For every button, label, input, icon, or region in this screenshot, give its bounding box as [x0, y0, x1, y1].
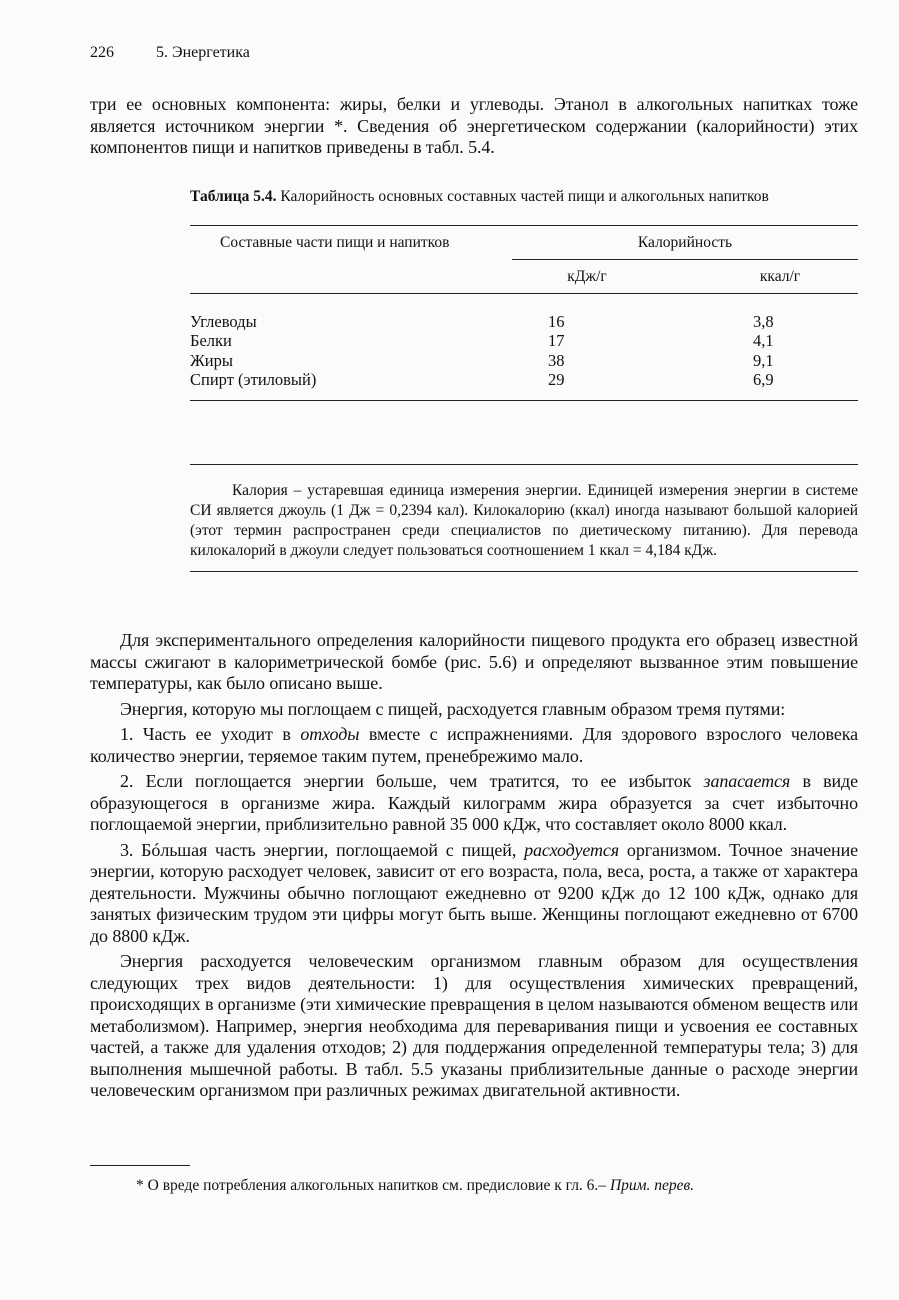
page-number: 226: [90, 44, 114, 61]
row-kcal: 6,9: [753, 370, 774, 390]
note-bottom-rule: [190, 571, 858, 572]
note-top-rule: [190, 464, 858, 465]
book-page: [90, 44, 859, 1194]
emphasis-waste: отходы: [300, 724, 360, 744]
table-caption: [190, 188, 858, 205]
emphasis-spent: расходуется: [524, 839, 620, 860]
table-row: [190, 332, 858, 352]
row-kcal: 9,1: [753, 350, 774, 370]
paragraph-calorimetry: Для экспериментального определения калорийности пищевого продукта его образец известной массы сжигают в калориметрической бомбе (рис. 5.6) и определяют вызванное этим повышение температуры, как было описано выше.: [90, 630, 858, 693]
emphasis-stored: запасается: [703, 771, 791, 791]
footnote-translator-note: Прим. перев.: [609, 1177, 695, 1194]
note-text: Калория – устаревшая единица измерения энергии. Единицей измерения энергии в системе СИ является джоуль (1 Дж = 0,2394 кал). Килокалорию (ккал) иногда называют большой калорией (этот термин распространен среди специалистов по диетическому питанию). Для перевода килокалорий в джоули следует пользоваться соотношением 1 ккал = 4,184 кДж.: [190, 482, 858, 559]
column-header-kcal: ккал/г: [759, 267, 801, 285]
paragraph-energy-paths: Энергия, которую мы поглощаем с пищей, расходуется главным образом тремя путями:: [120, 698, 786, 719]
row-kj: 17: [548, 331, 565, 351]
paragraph-energy-uses: Энергия расходуется человеческим организмом главным образом для осуществления следующих трех видов деятельности: 1) для осуществления химических превращений, происходящих в организме (эти химические превращения в целом называются обменом веществ или метаболизмом). Например, энергия необходима для переваривания пищи и усвоения ее составных частей, а также для удаления отходов; 2) для поддержания определенной температуры тела; 3) для выполнения мышечной работы. В табл. 5.5 указаны приблизительные данные о расходе энергии человеческим организмом при различных режимах двигательной активности.: [90, 951, 858, 1100]
table-bottom-rule: [190, 400, 858, 401]
table-body: [190, 294, 858, 400]
table-number: Таблица 5.4.: [190, 188, 277, 205]
row-kcal: 4,1: [753, 331, 774, 351]
column-header-component: Составные части пищи и напитков: [220, 233, 450, 251]
row-name: Углеводы: [190, 311, 257, 331]
footnote-rule: [90, 1165, 190, 1166]
intro-section: [90, 94, 858, 159]
running-head: [90, 44, 858, 68]
intro-paragraph: три ее основных компонента: жиры, белки и углеводы. Этанол в алкогольных напитках тоже является источником энергии *. Сведения об энергетическом содержании (калорийности) этих компонентов пищи и напитков приведены в табл. 5.4.: [90, 94, 858, 157]
row-kcal: 3,8: [753, 311, 774, 331]
column-header-kj: кДж/г: [567, 267, 607, 285]
footnote-text: * О вреде потребления алкогольных напитков см. предисловие к гл. 6.–: [136, 1177, 610, 1194]
table-header-row: [190, 226, 858, 259]
row-name: Белки: [190, 331, 232, 351]
row-name: Жиры: [190, 350, 233, 370]
table-unit-row: [190, 260, 858, 293]
table-row: [190, 351, 858, 371]
footnote: [136, 1177, 694, 1195]
list-item-1: 1. Часть ее уходит в отходы вместе с испражнениями. Для здорового взрослого человека количество энергии, теряемое таким путем, пренебрежимо мало.: [90, 724, 858, 766]
table-caption-text: Калорийность основных составных частей пищи и алкогольных напитков: [280, 188, 769, 205]
table-row: [190, 371, 858, 391]
body-text: [90, 630, 859, 1104]
list-item-3: 3. Бóльшая часть энергии, поглощаемой с пищей, расходуется организмом. Точное значение энергии, которую расходует человек, зависит от его возраста, пола, веса, роста, а также от характера деятельности. Мужчины обычно поглощают ежедневно от 9200 кДж до 12 100 кДж, однако для занятых физическим трудом эти цифры могут быть выше. Женщины поглощают ежедневно от 6700 до 8800 кДж.: [90, 839, 859, 946]
chapter-title: 5. Энергетика: [156, 44, 250, 61]
row-kj: 29: [548, 370, 565, 390]
table-5-4: [190, 188, 858, 401]
row-kj: 16: [548, 311, 565, 331]
row-name: Спирт (этиловый): [190, 370, 317, 390]
column-header-calories: Калорийность: [637, 233, 733, 251]
list-item-2: 2. Если поглощается энергии больше, чем тратится, то ее избыток запасается в виде образующегося в организме жира. Каждый килограмм жира образуется за счет избыточно поглощаемой энергии, приблизительно равной 35 000 кДж, что составляет около 8000 ккал.: [90, 771, 858, 834]
calorie-table: [190, 225, 858, 401]
calorie-note-box: [190, 464, 858, 572]
row-kj: 38: [548, 350, 565, 370]
table-row: [190, 312, 858, 332]
